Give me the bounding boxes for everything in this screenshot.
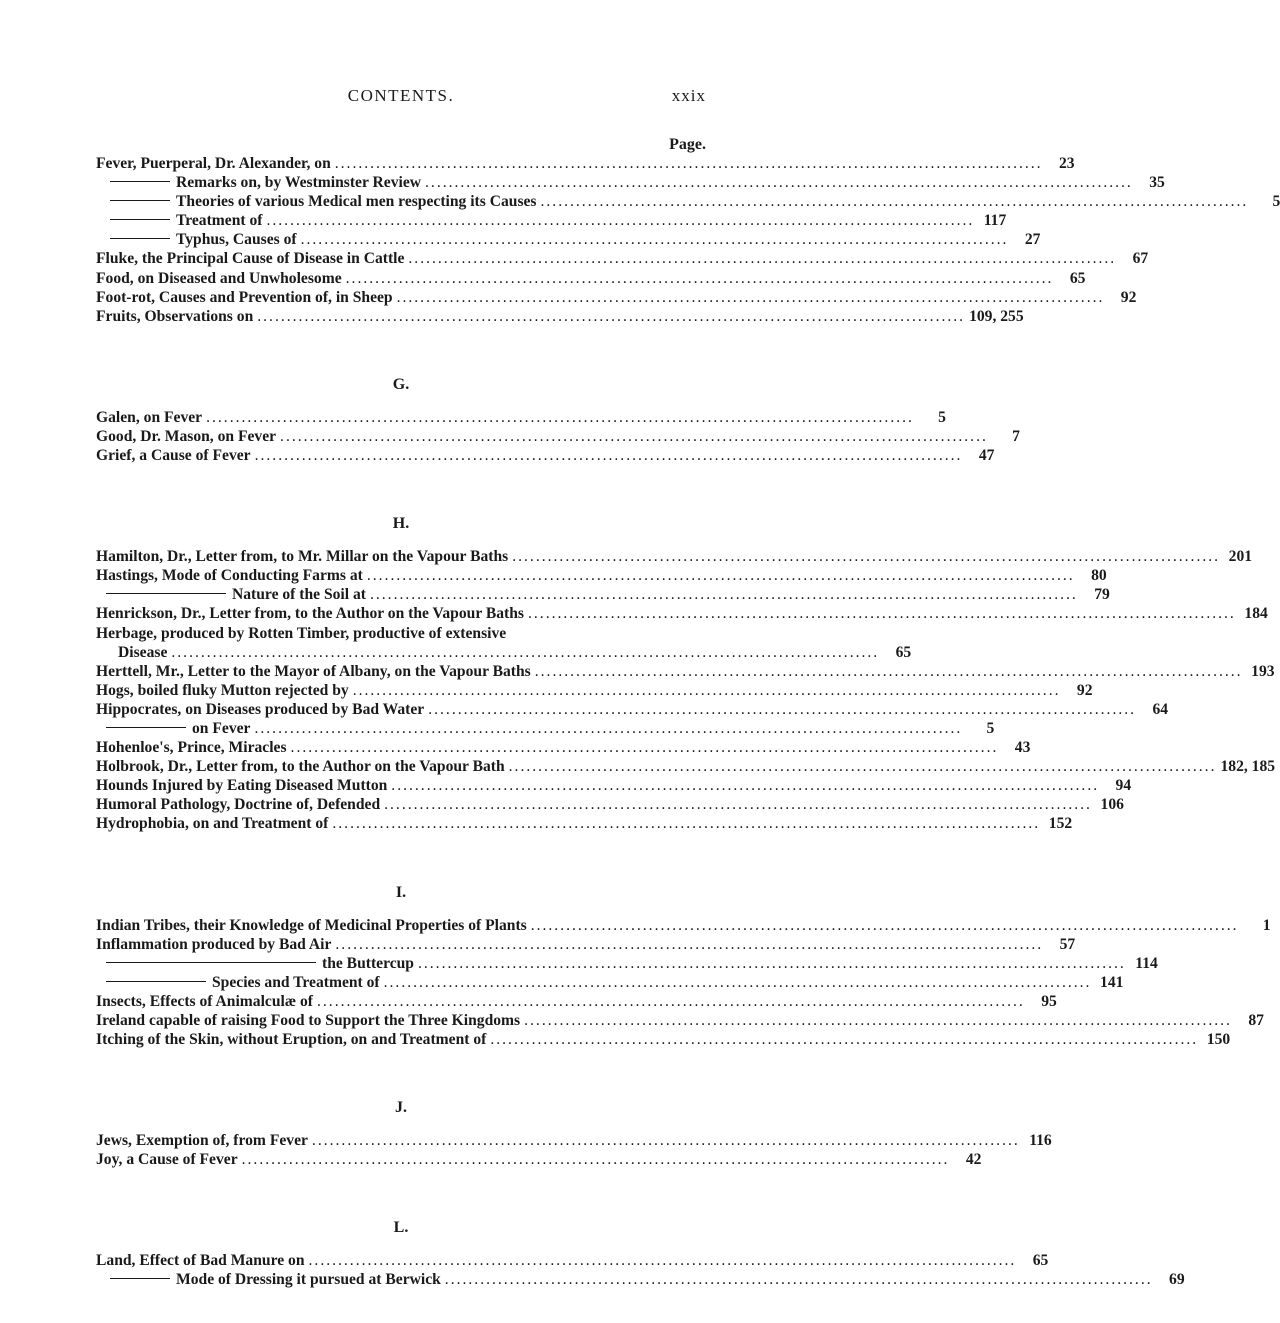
dot-leader: ........................................................................................................................ — [266, 212, 975, 230]
entry-label: Land, Effect of Bad Manure on — [96, 1252, 305, 1270]
entry-page-number: 7 — [1012, 427, 1020, 445]
dot-leader: ........................................................................................................................ — [369, 586, 1078, 604]
entry-page-number: 43 — [1014, 739, 1031, 757]
dot-leader: ........................................................................................................................ — [257, 307, 966, 325]
index-entry — [96, 249, 1149, 268]
entry-label: Galen, on Fever — [96, 408, 203, 426]
page-title: CONTENTS. — [347, 86, 455, 105]
entry-page-number: 95 — [1041, 992, 1057, 1010]
entry-text — [96, 230, 1012, 249]
entry-page-number: 27 — [1024, 231, 1041, 249]
entry-label: Grief, a Cause of Fever — [96, 447, 251, 465]
index-entry — [96, 1270, 1185, 1289]
entry-text — [96, 757, 1220, 776]
entry-text — [96, 624, 678, 643]
entry-label: Holbrook, Dr., Letter from, to the Author on the Vapour Bath — [96, 758, 505, 776]
entry-text — [96, 173, 1137, 192]
running-head — [96, 86, 706, 110]
entry-page-number: 92 — [1120, 288, 1137, 306]
index-entry — [96, 935, 1076, 954]
page-number: xxix — [671, 86, 706, 105]
section-letter: L. — [393, 1219, 409, 1237]
entry-page-number: 116 — [1029, 1132, 1052, 1150]
entry-label: Hohenloe's, Prince, Miracles — [96, 739, 287, 757]
entry-label: Hydrophobia, on and Treatment of — [96, 815, 329, 833]
entry-text — [96, 408, 918, 427]
entry-page-number: 67 — [1132, 250, 1149, 268]
entry-page-number: 5 — [938, 408, 946, 426]
entry-page-number: 114 — [1135, 954, 1158, 972]
entry-text — [96, 566, 1079, 585]
index-entry — [96, 211, 1007, 230]
index-entry — [96, 585, 1110, 604]
entry-page-number: 182, 185 — [1220, 758, 1276, 776]
dot-leader: ........................................................................................................................ — [396, 288, 1105, 306]
index-entry — [96, 662, 1275, 681]
entry-text — [96, 992, 1029, 1011]
entry-label: Mode of Dressing it pursued at Berwick — [176, 1271, 441, 1289]
dot-leader: ........................................................................................................................ — [352, 681, 1061, 699]
section-letter: J. — [395, 1099, 407, 1117]
entry-page-number: 80 — [1091, 567, 1107, 585]
entry-page-number: 65 — [1069, 269, 1086, 287]
entry-text — [96, 427, 992, 446]
section-letter: G. — [392, 375, 410, 393]
entry-page-number: 65 — [1032, 1252, 1049, 1270]
dot-leader: ........................................................................................................................ — [241, 1151, 950, 1169]
entry-page-number: 65 — [895, 643, 912, 661]
ditto-rule — [110, 219, 170, 220]
index-entry — [96, 719, 995, 738]
dot-leader: ........................................................................................................................ — [334, 155, 1043, 172]
entry-page-number: 152 — [1048, 815, 1073, 833]
index-section — [96, 465, 1276, 833]
entry-text — [96, 604, 1240, 623]
letter-gap — [96, 394, 706, 408]
entry-text — [118, 643, 883, 662]
entry-text — [96, 662, 1247, 681]
index-section — [96, 1049, 1052, 1169]
index-entry — [96, 757, 1276, 776]
section-gap — [96, 465, 706, 514]
dot-leader: ........................................................................................................................ — [317, 992, 1025, 1010]
entry-label: Hogs, boiled fluky Mutton rejected by — [96, 681, 349, 699]
entry-text — [96, 288, 1108, 307]
entry-label: Insects, Effects of Animalculæ of — [96, 992, 313, 1010]
entry-text — [96, 973, 1095, 992]
entry-label: Humoral Pathology, Doctrine of, Defended — [96, 796, 381, 814]
index-body — [96, 154, 1280, 1290]
entry-label: Joy, a Cause of Fever — [96, 1151, 238, 1169]
entry-page-number: 5 — [1272, 193, 1280, 211]
entry-label: Hounds Injured by Eating Diseased Mutton — [96, 777, 388, 795]
dot-leader: ........................................................................................................................ — [534, 662, 1243, 680]
dot-leader: ........................................................................................................................ — [512, 548, 1221, 566]
entry-page-number: 1 — [1262, 916, 1271, 934]
dot-leader: ........................................................................................................................ — [428, 700, 1137, 718]
index-entry — [96, 547, 1253, 566]
entry-label: Jews, Exemption of, from Fever — [96, 1132, 308, 1150]
section-gap — [96, 1049, 706, 1098]
ditto-rule — [106, 981, 206, 982]
index-entry — [96, 973, 1124, 992]
entry-page-number: 79 — [1094, 586, 1110, 604]
dot-leader: ........................................................................................................................ — [417, 954, 1126, 972]
entry-text — [96, 307, 969, 326]
entry-page-number: 150 — [1206, 1031, 1231, 1049]
entry-label: Fruits, Observations on — [96, 307, 254, 325]
entry-text — [96, 547, 1224, 566]
ditto-rule — [106, 593, 226, 594]
ditto-rule — [110, 1278, 170, 1279]
index-entry — [96, 307, 1024, 326]
entry-text — [96, 738, 1002, 757]
entry-page-number: 42 — [965, 1151, 982, 1169]
section-gap — [96, 326, 706, 375]
index-entry — [96, 916, 1271, 935]
dot-leader: ........................................................................................................................ — [206, 408, 914, 426]
section-letter: H. — [392, 515, 410, 533]
entry-label: Treatment of — [176, 212, 263, 230]
index-entry — [96, 795, 1124, 814]
entry-text — [96, 1150, 953, 1169]
dot-leader: ........................................................................................................................ — [384, 796, 1092, 814]
entry-text — [96, 1030, 1202, 1049]
entry-page-number: 184 — [1244, 605, 1268, 623]
entry-page-number: 47 — [978, 447, 995, 465]
index-entry — [96, 776, 1132, 795]
dot-leader: ........................................................................................................................ — [408, 250, 1117, 268]
index-entry — [96, 269, 1086, 288]
index-entry — [96, 604, 1268, 623]
dot-leader: ........................................................................................................................ — [308, 1252, 1017, 1270]
entry-label: Fever, Puerperal, Dr. Alexander, on — [96, 155, 331, 172]
entry-page-number: 23 — [1058, 155, 1075, 172]
dot-leader: ........................................................................................................................ — [530, 916, 1239, 934]
dot-leader: ........................................................................................................................ — [540, 193, 1249, 211]
index-section — [96, 326, 1020, 465]
dot-leader: ........................................................................................................................ — [335, 935, 1044, 953]
page-column-label: Page. — [669, 136, 706, 153]
entry-page-number: 69 — [1169, 1271, 1185, 1289]
dot-leader: ........................................................................................................................ — [383, 973, 1092, 991]
entry-text — [96, 211, 978, 230]
entry-page-number: 201 — [1228, 548, 1253, 566]
index-entry — [96, 624, 706, 643]
entry-page-number: 5 — [986, 719, 995, 737]
index-entry — [96, 230, 1041, 249]
entry-label: Fluke, the Principal Cause of Disease in Cattle — [96, 250, 405, 268]
entry-text — [96, 1131, 1024, 1150]
entry-text — [96, 249, 1120, 268]
dot-leader: ........................................................................................................................ — [490, 1031, 1199, 1049]
entry-label: Henrickson, Dr., Letter from, to the Author on the Vapour Baths — [96, 605, 524, 623]
dot-leader: ........................................................................................................................ — [345, 269, 1054, 287]
letter-gap — [96, 1117, 706, 1131]
dot-leader: ........................................................................................................................ — [508, 758, 1217, 776]
entry-text — [96, 700, 1140, 719]
index-entry — [96, 154, 1075, 173]
entry-page-number: 94 — [1115, 777, 1132, 795]
entry-label: Hastings, Mode of Conducting Farms at — [96, 567, 363, 585]
entry-text — [96, 1011, 1236, 1030]
ditto-rule — [106, 727, 186, 728]
entry-page-number: 141 — [1100, 973, 1124, 991]
entry-label: Remarks on, by Westminster Review — [176, 174, 422, 192]
entry-label: Inflammation produced by Bad Air — [96, 935, 332, 953]
entry-label: Herbage, produced by Rotten Timber, productive of extensive — [96, 624, 507, 642]
dot-leader: ........................................................................................................................ — [366, 567, 1075, 585]
dot-leader: ........................................................................................................................ — [391, 777, 1100, 795]
entry-text — [96, 776, 1103, 795]
entry-label: on Fever — [192, 719, 251, 737]
entry-page-number: 35 — [1149, 174, 1165, 192]
entry-label: Typhus, Causes of — [176, 231, 297, 249]
entry-label: Good, Dr. Mason, on Fever — [96, 427, 277, 445]
entry-text — [96, 935, 1047, 954]
entry-label: Food, on Diseased and Unwholesome — [96, 269, 342, 287]
index-entry — [96, 288, 1137, 307]
index-entry — [96, 681, 1093, 700]
entry-label: Species and Treatment of — [212, 973, 380, 991]
entry-page-number: 57 — [1059, 935, 1076, 953]
index-entry — [96, 192, 1280, 211]
dot-leader: ........................................................................................................................ — [254, 719, 963, 737]
dot-leader: ........................................................................................................................ — [524, 1012, 1232, 1029]
dot-leader: ........................................................................................................................ — [425, 174, 1133, 192]
dot-leader: ........................................................................................................................ — [332, 815, 1041, 833]
entry-page-number: 64 — [1152, 700, 1169, 718]
index-entry — [96, 643, 912, 662]
index-entry — [96, 173, 1165, 192]
index-entry — [96, 954, 1158, 973]
index-entry — [96, 1030, 1231, 1049]
entry-label: Herttell, Mr., Letter to the Mayor of Albany, on the Vapour Baths — [96, 662, 531, 680]
entry-label: Itching of the Skin, without Eruption, on and Treatment of — [96, 1031, 487, 1049]
entry-text — [96, 795, 1096, 814]
dot-leader: ........................................................................................................................ — [254, 447, 963, 465]
section-letter: I. — [395, 883, 407, 901]
index-entry — [96, 566, 1107, 585]
index-entry — [96, 1011, 1264, 1030]
dot-leader: ........................................................................................................................ — [300, 231, 1009, 249]
index-entry — [96, 1131, 1052, 1150]
ditto-rule — [110, 181, 170, 182]
entry-text — [96, 954, 1130, 973]
ditto-rule — [110, 238, 170, 239]
entry-text — [96, 269, 1057, 288]
section-gap — [96, 834, 706, 883]
entry-text — [96, 719, 966, 738]
ditto-rule — [110, 200, 170, 201]
entry-text — [96, 814, 1044, 833]
index-section — [96, 154, 1280, 326]
letter-gap — [96, 1237, 706, 1251]
entry-label: Nature of the Soil at — [232, 586, 366, 604]
index-entry — [96, 1150, 982, 1169]
entry-page-number: 106 — [1100, 796, 1124, 814]
entry-label: Hamilton, Dr., Letter from, to Mr. Millar on the Vapour Baths — [96, 548, 509, 566]
entry-text — [96, 585, 1082, 604]
index-entry — [96, 1251, 1049, 1270]
entry-label: Theories of various Medical men respecting its Causes — [176, 193, 537, 211]
dot-leader: ........................................................................................................................ — [290, 739, 999, 757]
dot-leader: ........................................................................................................................ — [444, 1271, 1153, 1289]
letter-gap — [96, 533, 706, 547]
ditto-rule — [106, 962, 316, 963]
index-entry — [96, 446, 995, 465]
entry-label: the Buttercup — [322, 954, 414, 972]
dot-leader: ........................................................................................................................ — [311, 1132, 1020, 1150]
entry-page-number: 87 — [1248, 1012, 1264, 1029]
entry-text — [96, 192, 1252, 211]
entry-label: Hippocrates, on Diseases produced by Bad Water — [96, 700, 425, 718]
index-entry — [96, 427, 1020, 446]
index-section — [96, 834, 1271, 1050]
entry-label: Disease — [118, 643, 168, 661]
dot-leader: ........................................................................................................................ — [171, 643, 880, 661]
entry-text — [96, 916, 1243, 935]
entry-text — [96, 1270, 1157, 1289]
index-entry — [96, 992, 1057, 1011]
entry-page-number: 109, 255 — [969, 307, 1024, 325]
entry-text — [96, 681, 1065, 700]
entry-page-number: 92 — [1076, 681, 1093, 699]
dot-leader: ........................................................................................................................ — [528, 605, 1236, 623]
index-entry — [96, 700, 1169, 719]
entry-page-number: 117 — [983, 212, 1007, 230]
dot-leader: ........................................................................................................................ — [280, 427, 988, 445]
letter-gap — [96, 902, 706, 916]
entry-text — [96, 1251, 1020, 1270]
index-section — [96, 1169, 1185, 1289]
entry-text — [96, 446, 966, 465]
index-entry — [96, 738, 1031, 757]
entry-page-number: 193 — [1251, 662, 1275, 680]
entry-label: Indian Tribes, their Knowledge of Medicinal Properties of Plants — [96, 916, 527, 934]
index-entry — [96, 408, 946, 427]
entry-text — [96, 154, 1047, 173]
entry-label: Foot-rot, Causes and Prevention of, in Sheep — [96, 288, 393, 306]
entry-label: Ireland capable of raising Food to Support the Three Kingdoms — [96, 1012, 521, 1029]
section-gap — [96, 1169, 706, 1218]
index-entry — [96, 814, 1073, 833]
